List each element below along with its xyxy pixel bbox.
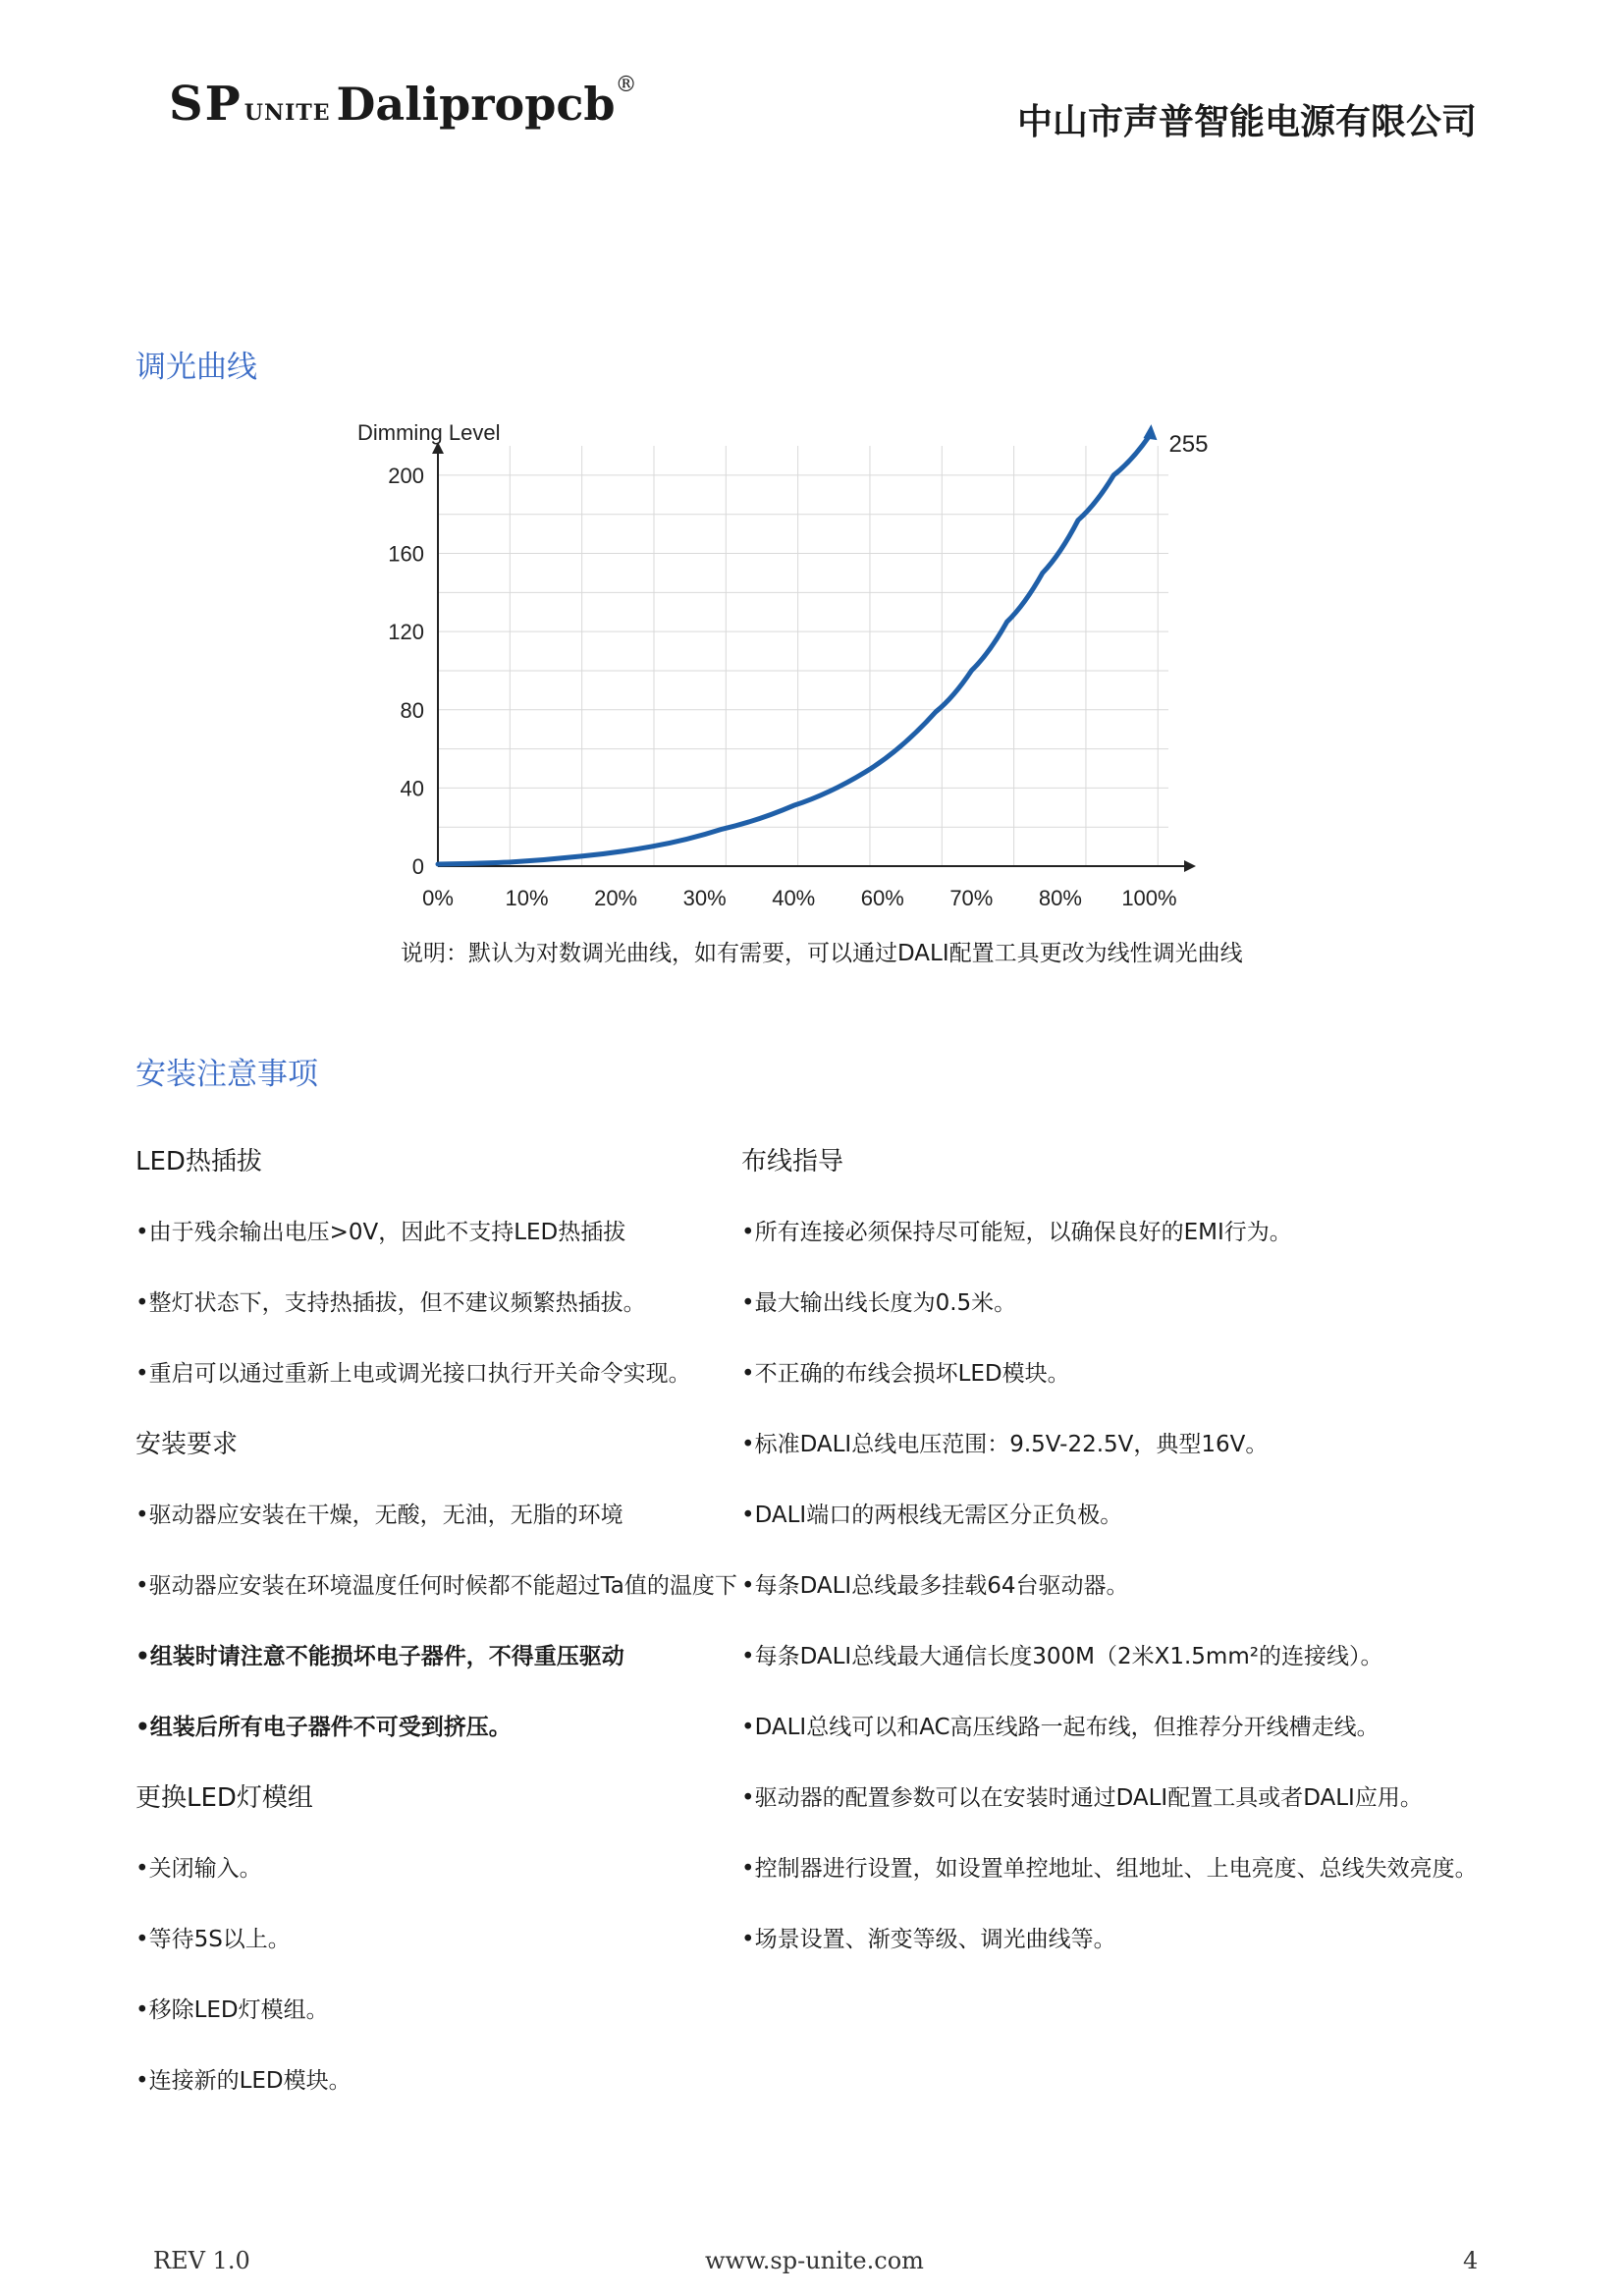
y-tick-label: 40 [400, 776, 424, 801]
right-bullet-item: •每条DALI总线最大通信长度300M（2米X1.5mm²的连接线）。 [741, 1644, 1383, 1669]
section-title-dimming-curve: 调光曲线 [135, 350, 257, 385]
right-bullet-item: •驱动器的配置参数可以在安装时通过DALI配置工具或者DALI应用。 [741, 1785, 1423, 1811]
chart-svg [344, 409, 1227, 929]
y-tick-label: 80 [400, 697, 424, 723]
left-bullet-item: •由于残余输出电压>0V，因此不支持LED热插拔 [135, 1220, 626, 1245]
right-bullet-item: •控制器进行设置，如设置单控地址、组地址、上电亮度、总线失效亮度。 [741, 1856, 1478, 1882]
left-bullet-item: •整灯状态下，支持热插拔，但不建议频繁热插拔。 [135, 1290, 646, 1316]
logo-sp: SP [169, 77, 243, 132]
curve-end-label: 255 [1168, 431, 1209, 459]
left-bullet-item: •组装后所有电子器件不可受到挤压。 [135, 1715, 512, 1740]
x-tick-label: 10% [505, 886, 549, 910]
section-title-installation-notes: 安装注意事项 [135, 1057, 318, 1092]
right-bullet-item: •场景设置、渐变等级、调光曲线等。 [741, 1927, 1116, 1952]
left-bullet-item: •驱动器应安装在环境温度任何时候都不能超过Ta值的温度下 [135, 1573, 737, 1599]
plot-area [438, 446, 1180, 866]
logo-unite: UNITE [244, 100, 331, 126]
right-bullet-item: •所有连接必须保持尽可能短，以确保良好的EMI行为。 [741, 1220, 1292, 1245]
curve-end-arrow [1143, 424, 1157, 440]
x-axis-arrow [1184, 860, 1196, 872]
chart-note: 说明：默认为对数调光曲线，如有需要，可以通过DALI配置工具更改为线性调光曲线 [401, 941, 1243, 966]
left-bullet-item: •连接新的LED模块。 [135, 2068, 352, 2094]
left-bullet-item: •移除LED灯模组。 [135, 1997, 329, 2023]
x-tick-label: 70% [949, 886, 994, 910]
footer-revision: REV 1.0 [153, 2247, 250, 2274]
company-logo [169, 73, 637, 132]
company-name: 中山市声普智能电源有限公司 [1016, 102, 1477, 142]
y-tick-label: 0 [411, 854, 424, 879]
right-bullet-item: •DALI总线可以和AC高压线路一起布线，但推荐分开线槽走线。 [741, 1715, 1380, 1740]
footer-website: www.sp-unite.com [705, 2247, 924, 2274]
left-bullet-item: •驱动器应安装在干燥，无酸，无油，无脂的环境 [135, 1503, 623, 1528]
x-tick-label: 60% [860, 886, 904, 910]
y-tick-label: 200 [388, 463, 424, 488]
registered-mark: ® [615, 73, 637, 97]
left-bullet-item: •关闭输入。 [135, 1856, 262, 1882]
y-axis-label: Dimming Level [357, 420, 501, 445]
right-bullet-item: •最大输出线长度为0.5米。 [741, 1290, 1017, 1316]
x-tick-label: 80% [1038, 886, 1082, 910]
left-subheading: LED热插拔 [135, 1147, 262, 1176]
left-subheading: 更换LED灯模组 [135, 1783, 313, 1813]
right-bullet-item: •DALI端口的两根线无需区分正负极。 [741, 1503, 1123, 1528]
right-bullet-item: •每条DALI总线最多挂载64台驱动器。 [741, 1573, 1129, 1599]
left-subheading: 安装要求 [135, 1430, 239, 1459]
left-bullet-item: •重启可以通过重新上电或调光接口执行开关命令实现。 [135, 1361, 691, 1387]
x-tick-label: 40% [772, 886, 816, 910]
logo-dalipropcb: Dalipropcb [336, 78, 616, 131]
right-bullet-item: •标准DALI总线电压范围：9.5V-22.5V，典型16V。 [741, 1432, 1269, 1457]
right-bullet-item: •不正确的布线会损坏LED模块。 [741, 1361, 1070, 1387]
dimming-curve-chart [344, 409, 1227, 929]
y-tick-label: 160 [388, 541, 424, 567]
y-tick-label: 120 [388, 620, 424, 645]
right-subheading: 布线指导 [741, 1147, 844, 1176]
footer-page-number: 4 [1463, 2247, 1479, 2274]
x-tick-label: 30% [682, 886, 727, 910]
left-bullet-item: •组装时请注意不能损坏电子器件，不得重压驱动 [135, 1644, 624, 1669]
x-tick-label: 20% [594, 886, 638, 910]
x-tick-label: 0% [422, 886, 454, 910]
x-tick-label: 100% [1121, 886, 1177, 910]
left-bullet-item: •等待5S以上。 [135, 1927, 291, 1952]
